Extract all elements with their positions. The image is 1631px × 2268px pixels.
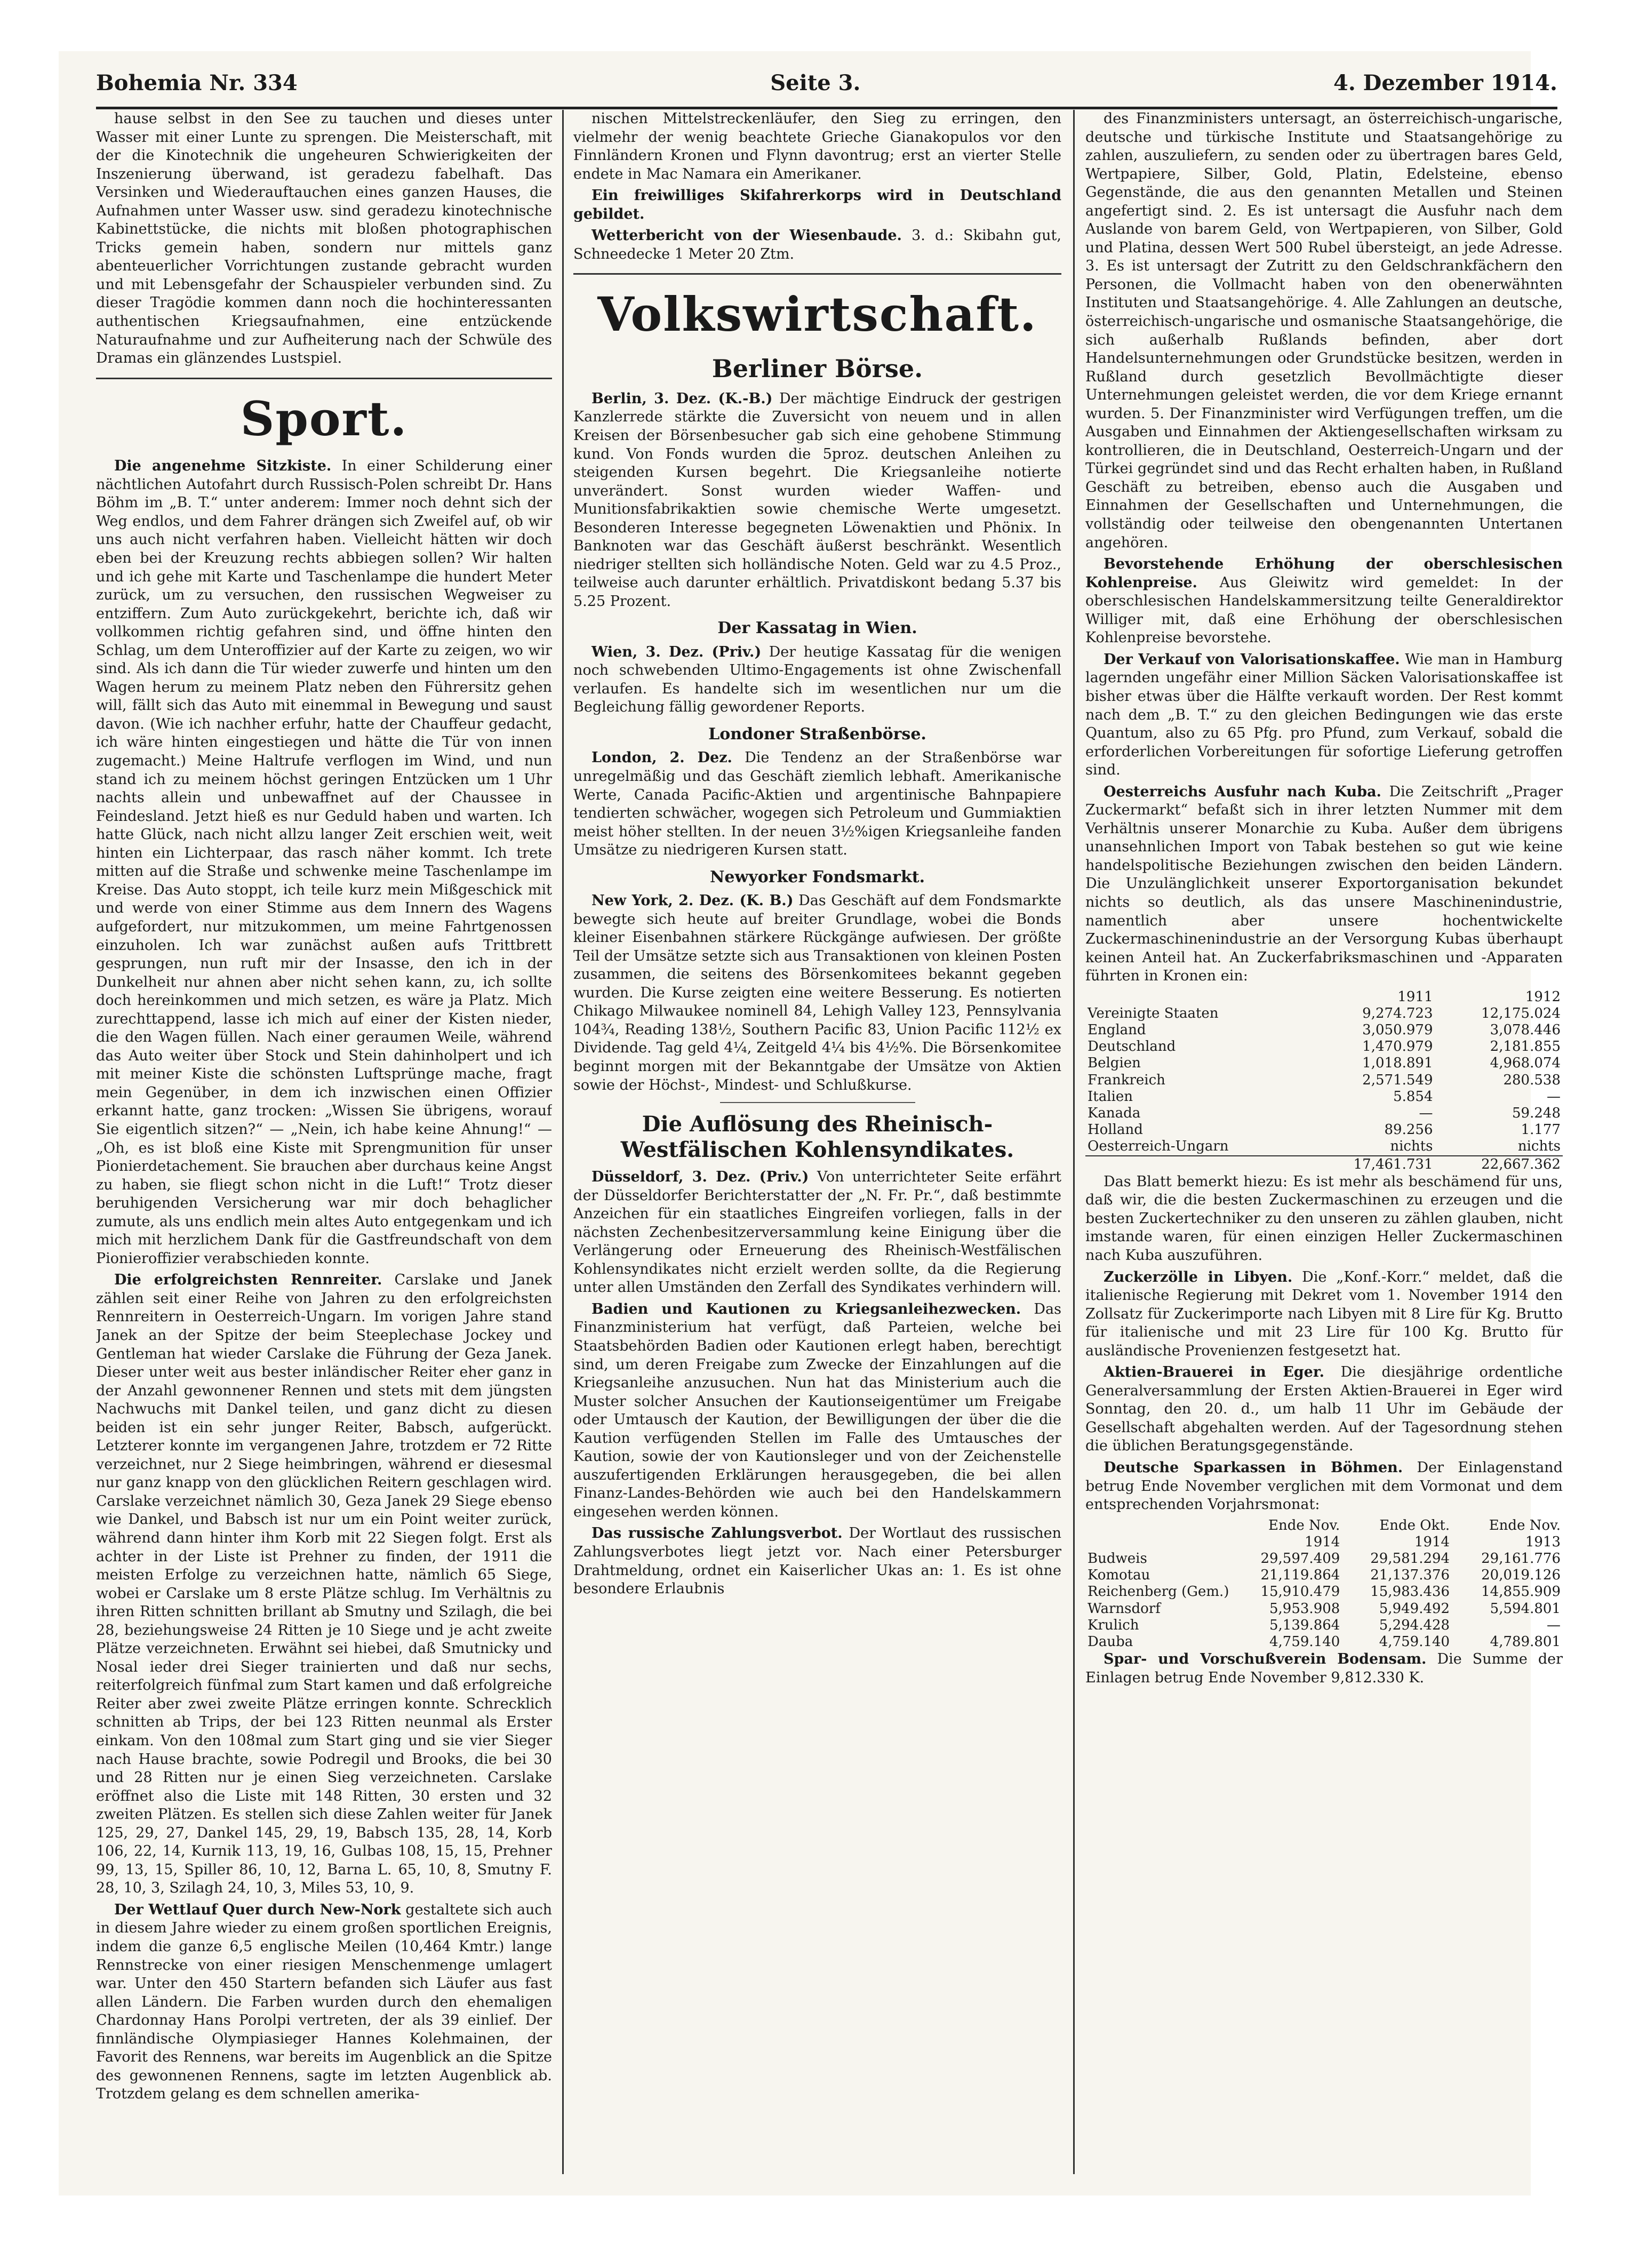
table-header-row — [1085, 1518, 1563, 1551]
article-body: Der heutige Kassatag für die wenigen noch schwebenden Ultimo-Engagements ist ohne Zwischenfall verlaufen. Es handelte sich im wesentlichen nur um die Begleichung fällig gewordener Reports. — [573, 643, 1061, 716]
continued-article: hause selbst in den See zu tauchen und dieses unter Wasser mit einer Lunte zu sprengen. Die Meisterschaft, mit der die Kinotechnik die ungeheuren Schwierigkeiten der Inszenierung überwand, ist geradezu fabelhaft. Das Versinken und Wiederauftauchen eines ganzen Hauses, die Aufnahmen unter Wasser usw. sind geradezu kinotechnische Kabinettstücke, die nichts mit bloßen photographischen Tricks gemein haben, sondern nur mittels ganz abenteuerlicher Vorrichtungen zustande gebracht wurden und mit Lebensgefahr der Schauspieler verbunden sind. Zu dieser Tragödie kommen dann noch die hochinteressanten authentischen Kriegsaufnahmen, eine entzückende Naturaufnahme und zur Aufheiterung nach der Schwüle des Dramas ein glänzendes Lustspiel. — [96, 110, 552, 367]
syndikat-title: Die Auflösung des Rheinisch-Westfälischen Kohlensyndikates. — [620, 1112, 1014, 1163]
table-cell — [1085, 1156, 1307, 1173]
table-row — [1085, 1039, 1563, 1055]
table-cell: 29,597.409 — [1260, 1550, 1340, 1567]
table-cell: 15,983.436 — [1370, 1584, 1450, 1600]
table-cell: 5,949.492 — [1379, 1600, 1450, 1617]
table-cell: nichts — [1390, 1138, 1433, 1155]
sport-section-title: Sport. — [240, 390, 408, 446]
article-body: Carslake und Janek zählen seit einer Reihe von Jahren zu den erfolgreichsten Rennreitern in Oesterreich-Ungarn. Im vorigen Jahre stand Janek an der Spitze der beim Steeplechase Jockey und Gentleman hat wieder Carslake die Führung der Geza Janek. Dieser unter weit aus bester inländischer Reiter eher ganz in der Anzahl gewonnener Rennen und stets mit dem jüngsten Nachwuchs mit Dankel teilen, und ganz dicht zu diesen beiden ist ein sehr junger Reiter, Babsch, aufgerückt. Letzterer konnte im vergangenen Jahre, trotzdem er 72 Ritte verzeichnet, nur 2 Siege heimbringen, während er diesesmal nur ganz knapp von den glücklichen Reitern geschlagen wird. Carslake verzeichnet nämlich 30, Geza Janek 29 Siege ebenso wie Dankel, und Babsch ist nur um ein Point weiter zurück, während dann hinter ihm Korb mit 22 Siegen folgt. Erst als achter in der Liste ist Prehner zu finden, der 1911 die meisten Erfolge zu verzeichnen hatte, nämlich 65 Siege, wobei er Carslake um 8 erste Plätze schlug. Im Verhältnis zu ihren Ritten schnitten brillant ab Smutny und Szilagh, die bei 28, beziehungsweise 24 Ritten je 10 Siege und je acht zweite Plätze verzeichneten. Erwähnt sei hiebei, daß Smutnicky und Nosal ieder drei Sieger trainierten und daß nur sechs, reiterfolgreich fünfmal zum Start kamen und daß erfolgreiche Reiter aber zwei zweite Plätze erringen konnte. Schrecklich schnitten ab Trips, der bei 123 Ritten neunmal als Erster einkam. Von den 108mal zum Start ging und sie vier Sieger nach Hause brachte, sowie Podregil und Brooks, die bei 30 und 28 Ritten nur je einen Sieg verzeichneten. Carslake eröffnet also die Liste mit 148 Ritten, 30 ersten und 32 zweiten Plätzen. Es stellen sich diese Zahlen weiter für Janek 125, 29, 27, Dankel 145, 29, 19, Babsch 135, 28, 14, Korb 106, 22, 14, Kurnik 113, 19, 16, Gulbas 108, 15, 15, Prehner 99, 13, 15, Spiller 86, 10, 12, Barna L. 65, 10, 8, Smutny F. 28, 10, 3, Szilagh 24, 10, 3, Miles 53, 10, 9. — [96, 1272, 552, 1897]
newyork-title: Newyorker Fondsmarkt. — [709, 867, 925, 887]
article-body: Die „Konf.-Korr.“ meldet, daß die italienische Regierung mit Dekret vom 1. November 1914 den Zollsatz für Zuckerimporte nach Libyen mit 8 Lire für Kg. Brutto für italienische und mit 23 Lire für 100 Kg. Brutto für ausländische Provenienzen festgesetzt hat. — [1085, 1268, 1563, 1359]
article-kaffee — [1085, 651, 1563, 780]
wien-title: Der Kassatag in Wien. — [717, 619, 917, 638]
table-cell: 15,910.479 — [1260, 1584, 1340, 1600]
article-lead: Zuckerzölle in Libyen. — [1104, 1268, 1293, 1285]
header-page: Seite 3. — [770, 70, 861, 95]
table-header-cell — [1085, 989, 1307, 1005]
column-rule-2 — [1073, 110, 1075, 2174]
table-cell: Belgien — [1088, 1055, 1141, 1072]
weather-report — [573, 227, 1061, 263]
article-lead: Wien, 3. Dez. (Priv.) — [591, 643, 762, 660]
table-cell: Budweis — [1088, 1550, 1147, 1567]
article-lead: Spar- und Vorschußverein Bodensam. — [1104, 1651, 1427, 1668]
table-cell: 29,161.776 — [1481, 1550, 1561, 1567]
article-lead: Badien und Kautionen zu Kriegsanleihezwecken. — [591, 1300, 1021, 1317]
column-rule-1 — [562, 110, 564, 2174]
table-cell: 20,019.126 — [1481, 1567, 1561, 1584]
section-divider — [573, 273, 1061, 275]
sparkassen-table — [1085, 1518, 1563, 1651]
table-row — [1085, 1005, 1563, 1022]
article-body: Der Einlagenstand betrug Ende November verglichen mit dem Vormonat und dem entsprechenden Vorjahrsmonat: — [1085, 1459, 1563, 1513]
section-divider — [96, 378, 552, 379]
table-cell: — — [1547, 1617, 1561, 1633]
article-body: Die Summe der Einlagen betrug Ende November 9,812.330 K. — [1085, 1651, 1563, 1686]
table-cell: 21,119.864 — [1260, 1567, 1340, 1584]
article-brauerei — [1085, 1363, 1563, 1456]
table-cell: 1.177 — [1521, 1122, 1561, 1138]
table-row — [1085, 1551, 1563, 1567]
table-cell: 21,137.376 — [1370, 1567, 1450, 1584]
article-lead: Düsseldorf, 3. Dez. (Priv.) — [591, 1169, 809, 1186]
table-row — [1085, 1105, 1563, 1122]
article-kohlenpreise — [1085, 555, 1563, 648]
table-cell: 89.256 — [1384, 1122, 1433, 1138]
table-cell: 29,581.294 — [1370, 1550, 1450, 1567]
article-kuba — [1085, 783, 1563, 986]
table-cell: Holland — [1088, 1122, 1143, 1138]
table-cell: — — [1547, 1088, 1561, 1105]
table-cell: 5,294.428 — [1379, 1617, 1450, 1633]
table-row — [1085, 1022, 1563, 1039]
table-cell: Deutschland — [1088, 1039, 1176, 1055]
table-row — [1085, 1584, 1563, 1600]
table-row — [1085, 1634, 1563, 1650]
article-lead: Deutsche Sparkassen in Böhmen. — [1104, 1459, 1403, 1476]
table-row — [1085, 1055, 1563, 1072]
table-cell: nichts — [1517, 1138, 1561, 1155]
table-cell: 5.854 — [1393, 1088, 1433, 1105]
article-bodensam — [1085, 1650, 1563, 1687]
article-rennreiter — [96, 1271, 552, 1898]
table-cell: 5,594.801 — [1490, 1600, 1561, 1617]
table-cell: Oesterreich-Ungarn — [1088, 1138, 1229, 1155]
article-body: Die Tendenz an der Straßenbörse war unregelmäßig und das Geschäft ziemlich lebhaft. Amerikanische Werte, Canada Pacific-Aktien und argentinische Bahnpapiere tendierten schwächer, wogegen sich Petroleum und Gummiaktien meist höher stellten. In der neuen 3½%igen Kriegsanleihe fanden Umsätze zu niedrigeren Kursen statt. — [573, 749, 1061, 859]
table-cell: Vereinigte Staaten — [1088, 1005, 1219, 1021]
header-issue: Bohemia Nr. 334 — [96, 70, 298, 95]
article-lead: Die erfolgreichsten Rennreiter. — [114, 1272, 382, 1289]
table-cell: 4,968.074 — [1490, 1055, 1561, 1072]
table-cell: 59.248 — [1512, 1105, 1561, 1122]
article-body: Der mächtige Eindruck der gestrigen Kanzlerrede stärkte die Zuversicht von neuem und in allen Kreisen der Börsenbesucher gab sich eine gehobene Stimmung kund. Von Fonds wurden die 5proz. deutschen Anleihen zu steigenden Kursen begehrt. Die Kriegsanleihe notierte unverändert. Sonst wurden wieder Waffen- und Munitionsfabrikaktien sowie chemische Werte umgesetzt. Besonderen Interesse begegneten Löwenaktien und Phönix. In Banknoten war das Geschäft äußerst beschränkt. Wesentlich niedriger stellten sich holländische Noten. Geld war zu 4.5 Proz., teilweise auch darunter erhältlich. Privatdiskont bedang 5.37 bis 5.25 Prozent. — [573, 390, 1061, 610]
table-row — [1085, 1567, 1563, 1584]
table-header-cell: Ende Okt. 1914 — [1379, 1517, 1450, 1550]
table-cell: Kanada — [1088, 1105, 1141, 1122]
table-header-cell: Ende Nov. 1914 — [1268, 1517, 1340, 1550]
article-lead: Wetterbericht von der Wiesenbaude. — [591, 227, 902, 244]
kuba-commentary: Das Blatt bemerkt hiezu: Es ist mehr als beschämend für uns, daß wir, die die besten Zuckermaschinen zu erzeugen und die besten Zuckertechniker zu den unseren zu zählen glauben, nicht imstande waren, für einen einzigen Heller Zuckermaschinen nach Kuba auszuführen. — [1085, 1173, 1563, 1264]
article-body: Von unterrichteter Seite erfährt der Düsseldorfer Berichterstatter der „N. Fr. Pr.“, daß bestimmte Anzeichen für ein staatliches Eingreifen vorliegen, falls in der nächsten Zechenbesitzerversammlung keine Einigung über die Verlängerung oder Erneuerung des Rheinisch-Westfälischen Kohlensyndikates nicht erzielt werden sollte, da die Regierung unter allen Umständen den Zerfall des Syndikates verhindern will. — [573, 1169, 1061, 1296]
article-newyork — [573, 892, 1061, 1095]
table-cell: — — [1419, 1105, 1433, 1122]
article-lead: London, 2. Dez. — [591, 749, 732, 766]
article-wettlauf — [96, 1901, 552, 2104]
table-cell: 4,789.801 — [1490, 1633, 1561, 1650]
table-cell: Krulich — [1088, 1617, 1139, 1633]
article-body: Das Geschäft auf dem Fondsmarkte bewegte sich heute auf breiter Grundlage, wobei die Bonds kleiner Eisenbahnen stärkere Rückgänge aufwiesen. Der größte Teil der Umsätze setzte sich aus Transaktionen von kleinen Posten zusammen, die seitens des Börsenkomitees bekannt gegeben wurden. Die Kurse zeigten eine weitere Besserung. Es notierten Chikago Milwaukee nominell 84, Lehigh Valley 123, Pennsylvania 104¾, Reading 138½, Southern Pacific 83, Union Pacific 112½ ex Dividende. Tag geld 4¼, Zeitgeld 4¼ bis 4½%. Die Börsenkomitee beginnt morgen mit der Bekanntgabe der Umsätze von Aktien sowie der Höchst-, Mindest- und Schlußkurse. — [573, 892, 1061, 1093]
table-cell: 14,855.909 — [1481, 1584, 1561, 1600]
table-cell: 2,181.855 — [1490, 1039, 1561, 1055]
article-divider — [720, 1102, 915, 1103]
article-libyen — [1085, 1268, 1563, 1361]
table-cell: 5,953.908 — [1269, 1600, 1340, 1617]
table-row — [1085, 1072, 1563, 1089]
table-header-cell: Ende Nov. 1913 — [1489, 1517, 1561, 1550]
london-title: Londoner Straßenbörse. — [708, 725, 926, 744]
article-lead: New York, 2. Dez. (K. B.) — [591, 892, 794, 909]
newspaper-page — [59, 51, 1563, 2195]
article-lead: Aktien-Brauerei in Eger. — [1104, 1364, 1324, 1381]
table-header-cell: 1911 — [1397, 988, 1433, 1005]
article-zahlungsverbot — [573, 1524, 1061, 1598]
table-cell: 4,759.140 — [1269, 1633, 1340, 1650]
article-london — [573, 749, 1061, 859]
table-header-cell — [1085, 1518, 1231, 1551]
table-cell: 3,050.979 — [1362, 1022, 1433, 1039]
table-cell: England — [1088, 1022, 1146, 1039]
table-row — [1085, 1122, 1563, 1138]
article-lead: Ein freiwilliges Skifahrerkorps wird in Deutschland gebildet. — [573, 187, 1061, 222]
article-wien — [573, 643, 1061, 717]
article-body: Die Zeitschrift „Prager Zuckermarkt“ befaßt sich in ihrer letzten Nummer mit dem Verhältnis unserer Monarchie zu Kuba. Außer dem übrigens unansehnlichen Import von Tabak bestehen so gut wie keine handelspolitische Beziehungen zwischen den beiden Ländern. Die Unzulänglichkeit unserer Exportorganisation bekundet nichts so deutlich, als das unsere Maschinenindustrie, namentlich aber unsere hochentwickelte Zuckermaschinenindustrie an der Versorgung Kubas überhaupt keinen Anteil hat. An Zuckerfabriksmaschinen und -Apparaten führten in Kronen ein: — [1085, 783, 1563, 985]
boerse-title: Berliner Börse. — [711, 354, 923, 383]
table-row — [1085, 1617, 1563, 1634]
table-cell: Italien — [1088, 1088, 1133, 1105]
page-header — [96, 59, 1557, 109]
table-row — [1085, 1089, 1563, 1105]
table-header-cell: 1912 — [1525, 988, 1561, 1005]
article-body: 3. d.: Skibahn gut, Schneedecke 1 Meter 20 Ztm. — [573, 227, 1061, 262]
table-cell: 1,018.891 — [1362, 1055, 1433, 1072]
table-cell: Komotau — [1088, 1567, 1150, 1584]
economy-section-title: Volkswirtschaft. — [597, 286, 1037, 342]
table-cell: Dauba — [1088, 1633, 1133, 1650]
article-lead: Der Verkauf von Valorisationskaffee. — [1104, 651, 1400, 668]
table-cell: 17,461.731 — [1307, 1156, 1435, 1173]
article-lead: Die angenehme Sitzkiste. — [114, 458, 332, 475]
table-cell: Frankreich — [1088, 1072, 1165, 1088]
table-cell: 2,571.549 — [1362, 1072, 1433, 1088]
article-body: In einer Schilderung einer nächtlichen Autofahrt durch Russisch-Polen schreibt Dr. Hans Böhm im „B. T.“ unter anderem: Immer noch dehnt sich der Weg endlos, und dem Fahrer drängen sich Zweifel auf, ob wir uns auch nicht verfahren haben. Vielleicht hätten wir doch eben bei der Kreuzung rechts abbiegen sollen? Wir halten und ich gehe mit Karte und Taschenlampe die hundert Meter zurück, um zu versuchen, den russischen Wegweiser zu entziffern. Zum Auto zurückgekehrt, berichte ich, daß wir vollkommen richtig gefahren sind, und öffne hinten den Schlag, um dem Unteroffizier auf der Karte zu zeigen, wo wir sind. Als ich dann die Tür wieder zuwerfe und hinten um den Wagen herum zu meinem Platz neben den Führersitz gehen will, fällt sich das Auto mit einemmal in Bewegung und saust davon. (Wie ich nachher erfuhr, hatte der Chauffeur gedacht, ich wäre hinten eingestiegen und hätte die Tür von innen zugemacht.) Meine Haltrufe verflogen im Wind, und nun stand ich zu meinem höchst geringen Entzücken um 1 Uhr nachts allein und unbewaffnet auf der Chaussee in Feindesland. Jetzt hieß es nur Geduld haben und warten. Ich hatte Glück, nach nicht allzu langer Zeit erschien weit, weit hinten ein Lichterpaar, das rasch näher kommt. Ich trete mitten auf die Straße und schwenke meine Taschenlampe im Kreise. Das Auto stoppt, ich teile kurz mein Mißgeschick mit und werde von einer Stimme aus dem Innern des Wagens aufgefordert, nur mitzukommen, um meine Fahrtgenossen einzuholen. Ich war zunächst außen aufs Trittbrett gesprungen, nun ruft mir der Insasse, den ich in der Dunkelheit nur ahnen aber nicht sehen kann, zu, ich sollte doch hereinkommen und mich setzen, es wäre ja Platz. Mich zurechttappend, lasse ich mich auf einer der Kisten nieder, die den Wagen füllen. Nach einer geraumen Weile, während das Auto weiter über Stock und Stein dahinholpert und ich mit meiner Kiste die schönsten Luftsprünge mache, fragt mein Gegenüber, in dem ich inzwischen einen Offizier erkannt hatte, ganz trocken: „Wissen Sie übrigens, worauf Sie eigentlich sitzen?“ — „Nein, ich habe keine Ahnung!“ — „Oh, es ist bloß eine Kiste mit Sprengmunition für unser Pionierdetachement. Sie brauchen aber durchaus keine Angst zu haben, sie fliegt schon nicht in die Luft!“ Trotz dieser beruhigenden Versicherung war mir doch behaglicher zumute, als uns endlich mein altes Auto entgegenkam und ich mich mit herzlichem Dank für die Gastfreundschaft von dem Pionieroffizier verabschieden konnte. — [96, 458, 552, 1267]
kuba-import-table — [1085, 989, 1563, 1173]
article-lead: Oesterreichs Ausfuhr nach Kuba. — [1104, 783, 1381, 800]
continued-article: des Finanzministers untersagt, an österreichisch-ungarische, deutsche und türkische Institute und Staatsangehörige zu zahlen, auszuliefern, zu senden oder zu übertragen bares Geld, Wertpapiere, Silber, Gold, Platin, Edelsteine, ebenso Gegenstände, die aus den genannten Metallen und Steinen angefertigt sind. 2. Es ist untersagt die Ausfuhr nach dem Auslande von barem Geld, von Wertpapieren, von Silber, Gold und Platina, dessen Wert 500 Rubel übersteigt, an jede Adresse. 3. Es ist untersagt der Zutritt zu den Geldschrankfächern den Personen, die Vollmacht haben von den obenerwähnten Instituten und Staatsangehörige. 4. Alle Zahlungen an deutsche, österreichisch-ungarische und osmanische Staatsangehörige, die sich außerhalb Rußlands befinden, aber dort Handelsunternehmungen oder Grundstücke besitzen, werden in Rußland durch gesetzlich Bevollmächtigte dieser Unternehmungen geleistet werden, die vor dem Kriege ernannt wurden. 5. Der Finanzminister wird Verfügungen treffen, um die Ausgaben und Einnahmen der Aktiengesellschaften wirksam zu kontrollieren, die in Deutschland, Oesterreich-Ungarn und der Türkei gegründet sind und das Recht erhalten haben, in Rußland Geschäft zu betreiben, ebenso auch die Ausgaben und Einnahmen der Gesellschaften und Unternehmungen, die vollständig oder teilweise den obengenannten Untertanen angehören. — [1085, 110, 1563, 551]
table-total-row — [1085, 1156, 1563, 1173]
continued-article: nischen Mittelstreckenläufer, den Sieg zu erringen, den vielmehr der wenig beachtete Grieche Gianakopulos vor den Finnländern Kronen und Flynn davontrug; erst an vierter Stelle endete in Mac Namara ein Amerikaner. — [573, 110, 1061, 182]
article-lead: Bevorstehende Erhöhung der oberschlesischen Kohlenpreise. — [1085, 556, 1563, 591]
header-date: 4. Dezember 1914. — [1333, 70, 1557, 95]
table-cell: 1,470.979 — [1362, 1039, 1433, 1055]
column-2 — [573, 110, 1061, 2174]
column-1 — [96, 110, 552, 2174]
table-cell: 12,175.024 — [1481, 1005, 1561, 1021]
article-badien — [573, 1300, 1061, 1522]
table-cell: 4,759.140 — [1379, 1633, 1450, 1650]
article-body: Das Finanzministerium hat verfügt, daß Parteien, welche bei Staatsbehörden Badien oder Kautionen erlegt haben, berechtigt sind, um deren Freigabe zum Zwecke der Einzahlungen auf die Kriegsanleihe anzusuchen. Nun hat das Ministerium auch die Muster solcher Ansuchen der Kautionseigentümer um Freigabe oder Umtausch der Kaution, der Bewilligungen der über die die Kaution verfügenden Stellen im Falle des Umtausches der Kaution, sowie der von Kautionsleger und von der Zeichenstelle auszufertigenden Erklärungen herausgegeben, die bei allen Finanz-Landes-Behörden wie auch bei den Handelskammern eingesehen werden können. — [573, 1300, 1061, 1520]
table-row — [1085, 1601, 1563, 1617]
article-lead: Berlin, 3. Dez. (K.-B.) — [591, 390, 773, 407]
table-cell: 280.538 — [1503, 1072, 1561, 1088]
article-body: Der Wortlaut des russischen Zahlungsverbotes liegt jetzt vor. Nach einer Petersburger Drahtmeldung, ordnet ein Kaiserlicher Ukas an: 1. Es ist ohne besondere Erlaubnis — [573, 1525, 1061, 1598]
article-body: gestaltete sich auch in diesem Jahre wieder zu einem großen sportlichen Ereignis, indem die ganze 6,5 englische Meilen (10,464 Kmtr.) lange Rennstrecke von einer riesigen Menschenmenge umlagert war. Unter den 450 Startern befanden sich Läufer aus fast allen Ländern. Die Farben wurden durch den ehemaligen Chardonnay Hans Porolpi vertreten, der als 39 einlief. Der finnländische Olympiasieger Hannes Kolehmainen, der Favorit des Rennens, war bereits im Augenblick an die Spitze des gewonnenen Rennens, sagte im letzten Augenblick ab. Trotzdem gelang es dem schnellen amerika- — [96, 1901, 552, 2103]
article-lead: Der Wettlauf Quer durch New-Nork — [114, 1901, 401, 1918]
table-cell: 9,274.723 — [1362, 1005, 1433, 1021]
article-boerse — [573, 390, 1061, 611]
table-header-row — [1085, 989, 1563, 1005]
table-cell: Warnsdorf — [1088, 1600, 1161, 1617]
table-cell: 22,667.362 — [1435, 1156, 1563, 1173]
column-3 — [1085, 110, 1563, 2174]
table-row — [1085, 1138, 1563, 1155]
article-sitzkiste — [96, 457, 552, 1268]
article-syndikat — [573, 1168, 1061, 1297]
table-cell: 3,078.446 — [1490, 1022, 1561, 1039]
article-body: Die diesjährige ordentliche Generalversammlung der Ersten Aktien-Brauerei in Eger wird Sonntag, den 20. d., um halb 11 Uhr im Gebäude der Gesellschaft abgehalten werden. Auf der Tagesordnung stehen die üblichen Beratungsgegenstände. — [1085, 1364, 1563, 1455]
article-body: Wie man in Hamburg lagernden ungefähr einer Million Säcken Valorisationskaffee ist bisher etwas über die Hälfte verkauft worden. Der Rest kommt nach dem „B. T.“ zu den gleichen Bedingungen wie das erste Quantum, also zu 65 Pfg. pro Pfund, zum Verkauf, sobald die erforderlichen Vorbereitungen für sofortige Lieferung getroffen sind. — [1085, 651, 1563, 779]
article-sparkassen — [1085, 1459, 1563, 1514]
notice-ski — [573, 187, 1061, 223]
table-cell: Reichenberg (Gem.) — [1088, 1584, 1229, 1600]
article-lead: Das russische Zahlungsverbot. — [591, 1525, 843, 1542]
table-cell: 5,139.864 — [1269, 1617, 1340, 1633]
article-body: Aus Gleiwitz wird gemeldet: In der oberschlesischen Handelskammersitzung teilte Generaldirektor Williger mit, daß eine Erhöhung der oberschlesischen Kohlenpreise bevorstehe. — [1085, 574, 1563, 646]
